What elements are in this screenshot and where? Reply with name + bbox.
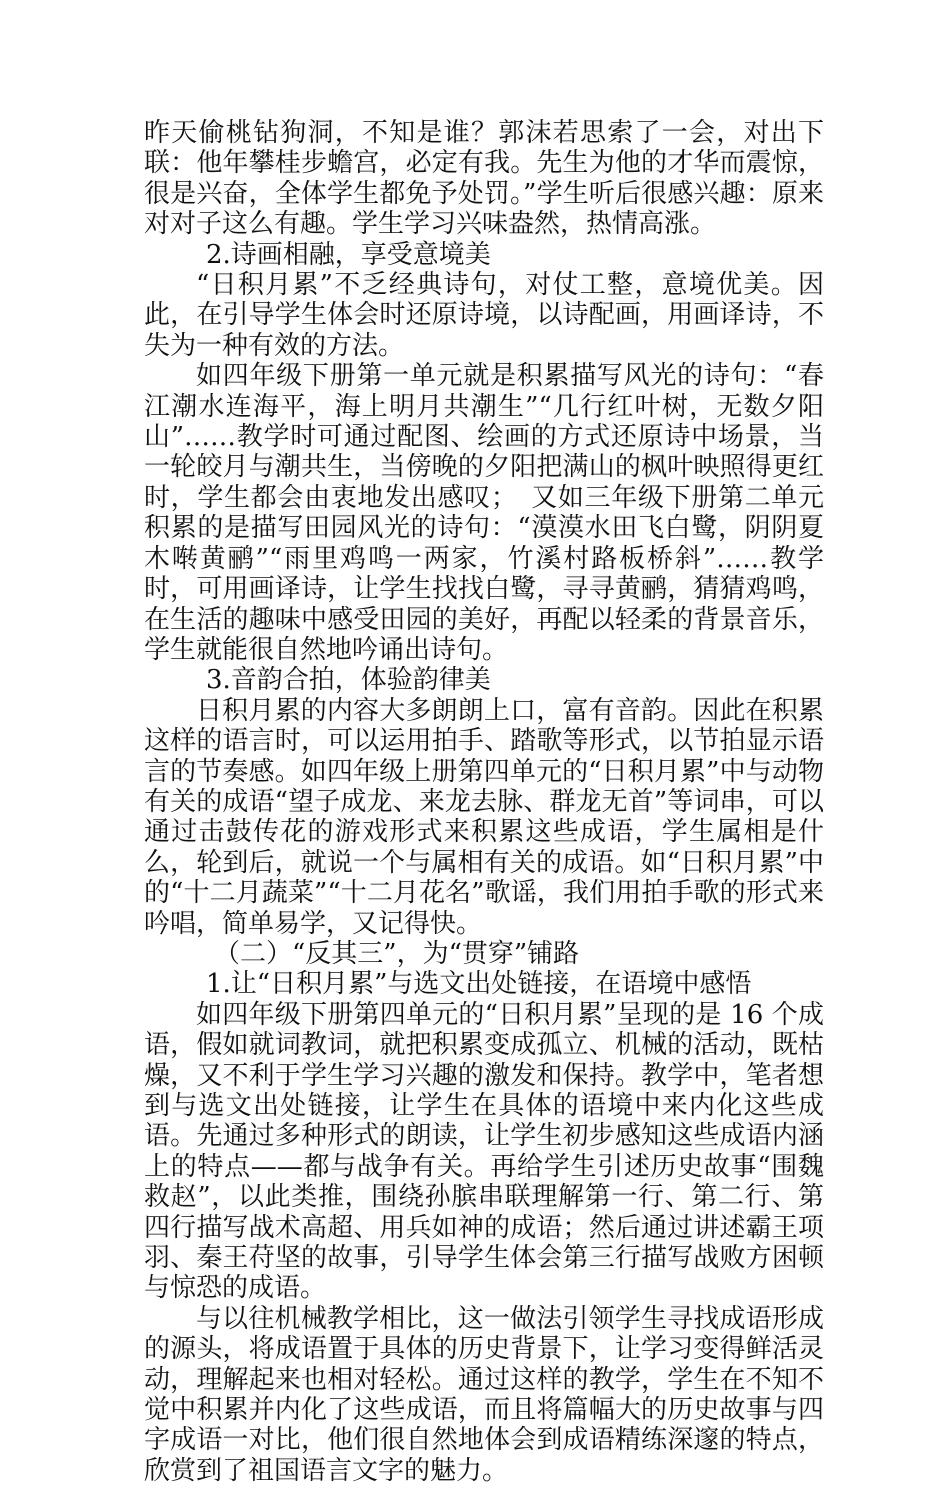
document-page bbox=[144, 118, 824, 1486]
chapter-heading-2: （二）“反其三”，为“贯穿”铺路 bbox=[214, 938, 580, 969]
paragraph-2: “日积月累”不乏经典诗句，对仗工整，意境优美。因此，在引导学生体会时还原诗境，以诗配画，用画译诗，不失为一种有效的方法。 bbox=[144, 270, 824, 361]
section-heading-2: 2.诗画相融，享受意境美 bbox=[206, 239, 491, 270]
section-heading-3: 3.音韵合拍，体验韵律美 bbox=[206, 665, 491, 696]
paragraph-5: 如四年级下册第四单元的“日积月累”呈现的是 16 个成语，假如就词教词，就把积累变成孤立、机械的活动，既枯燥，又不利于学生学习兴趣的激发和保持。教学中，笔者想到与选文出处链接，让学生在具体的语境中来内化这些成语。先通过多种形式的朗读，让学生初步感知这些成语内涵上的特点——都与战争有关。再给学生引述历史故事“围魏救赵”，以此类推，围绕孙膑串联理解第一行、第二行、第四行描写战术高超、用兵如神的成语；然后通过讲述霸王项羽、秦王苻坚的故事，引导学生体会第三行描写战败方困顿与惊恐的成语。 bbox=[144, 999, 824, 1304]
paragraph-3: 如四年级下册第一单元就是积累描写风光的诗句：“春江潮水连海平，海上明月共潮生”“几行红叶树，无数夕阳山”……教学时可通过配图、绘画的方式还原诗中场景，当一轮皎月与潮共生，当傍晚的夕阳把满山的枫叶映照得更红时，学生都会由衷地发出感叹； 又如三年级下册第二单元积累的是描写田园风光的诗句：“漠漠水田飞白鹭，阴阴夏木啭黄鹂”“雨里鸡鸣一两家，竹溪村路板桥斜”……教学时，可用画译诗，让学生找找白鹭，寻寻黄鹂，猜猜鸡鸣，在生活的趣味中感受田园的美好，再配以轻柔的背景音乐，学生就能很自然地吟诵出诗句。 bbox=[144, 361, 824, 665]
section-heading-1: 1.让“日积月累”与选文出处链接，在语境中感悟 bbox=[206, 969, 752, 1000]
paragraph-1: 昨天偷桃钻狗洞，不知是谁？郭沫若思索了一会，对出下联：他年攀桂步蟾宫，必定有我。先生为他的才华而震惊，很是兴奋，全体学生都免予处罚。”学生听后很感兴趣：原来对对子这么有趣。学生学习兴味盎然，热情高涨。 bbox=[144, 118, 824, 240]
paragraph-6: 与以往机械教学相比，这一做法引领学生寻找成语形成的源头，将成语置于具体的历史背景下，让学习变得鲜活灵动，理解起来也相对轻松。通过这样的教学，学生在不知不觉中积累并内化了这些成语，而且将篇幅大的历史故事与四字成语一对比，他们很自然地体会到成语精练深邃的特点，欣赏到了祖国语言文字的魅力。 bbox=[144, 1303, 824, 1486]
paragraph-4: 日积月累的内容大多朗朗上口，富有音韵。因此在积累这样的语言时，可以运用拍手、踏歌等形式，以节拍显示语言的节奏感。如四年级上册第四单元的“日积月累”中与动物有关的成语“望子成龙、来龙去脉、群龙无首”等词串，可以通过击鼓传花的游戏形式来积累这些成语，学生属相是什么，轮到后，就说一个与属相有关的成语。如“日积月累”中的“十二月蔬菜”“十二月花名”歌谣，我们用拍手歌的形式来吟唱，简单易学，又记得快。 bbox=[144, 695, 824, 939]
